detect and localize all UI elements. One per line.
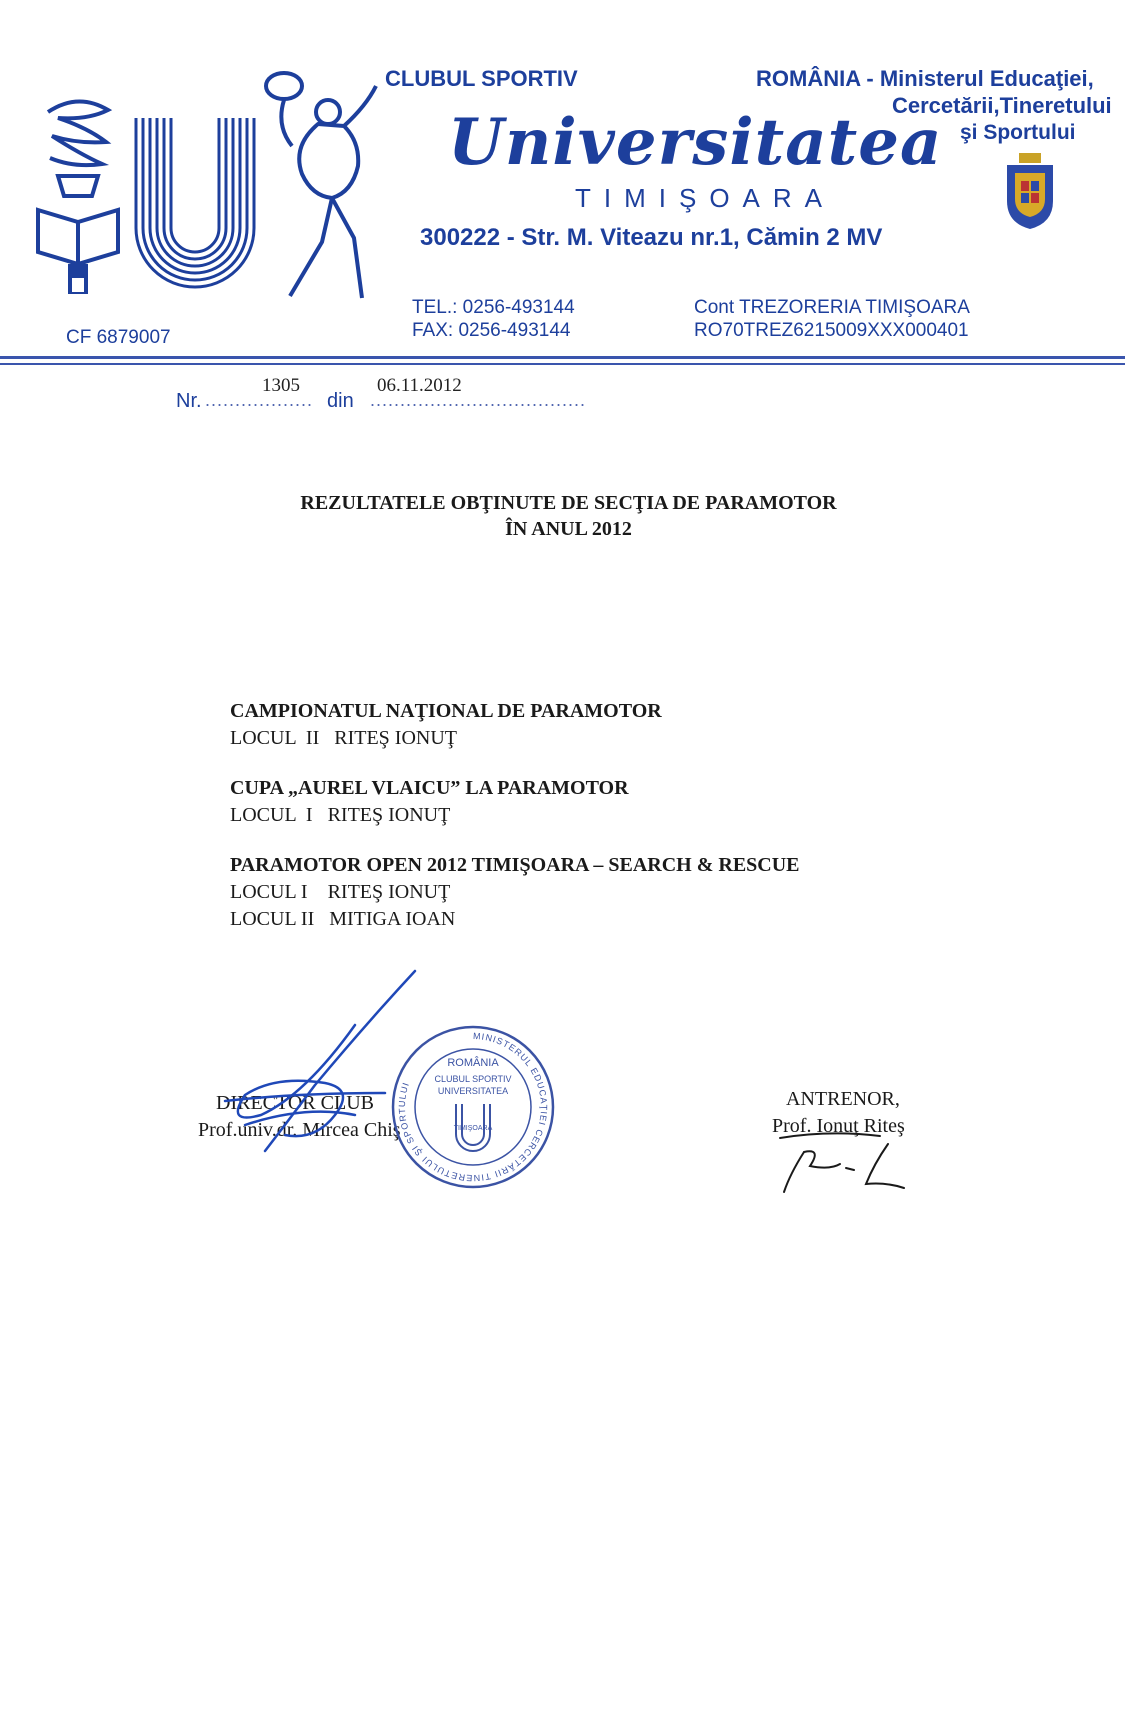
section-title: PARAMOTOR OPEN 2012 TIMIŞOARA – SEARCH & RESCUE (230, 854, 800, 876)
date-value: 06.11.2012 (377, 375, 462, 396)
header-rule (0, 356, 1125, 359)
account-label: Cont TREZORERIA TIMIŞOARA (694, 297, 970, 318)
nr-label: Nr. (176, 390, 202, 412)
nr-dotted-line: .................. (205, 390, 314, 410)
coach-name: Prof. Ionuţ Riteş (772, 1115, 905, 1137)
header-rule-thin (0, 363, 1125, 365)
ministry-line1: ROMÂNIA - Ministerul Educaţiei, (756, 66, 1094, 91)
document-title-line1: REZULTATELE OBŢINUTE DE SECŢIA DE PARAMOTOR (300, 492, 837, 514)
din-label: din (327, 390, 354, 412)
club-name: Universitatea (448, 105, 943, 180)
nr-value: 1305 (262, 375, 300, 396)
stamp-center-line1: CLUBUL SPORTIV (434, 1074, 512, 1084)
u-logo-icon (130, 118, 260, 296)
stamp-center-city: TIMIŞOARA (453, 1125, 493, 1132)
result-line: LOCUL II MITIGA IOAN (230, 908, 456, 930)
ministry-line2: Cercetării,Tineretului (892, 93, 1112, 118)
romania-coat-of-arms-icon (1005, 153, 1055, 231)
fax: FAX: 0256-493144 (412, 320, 571, 341)
director-title: DIRECTOR CLUB (216, 1092, 374, 1114)
cf-number: CF 6879007 (66, 327, 171, 348)
coach-title: ANTRENOR, (786, 1088, 900, 1110)
city: TIMIŞOARA (575, 183, 836, 213)
stamp-center-line2: UNIVERSITATEA (437, 1086, 509, 1096)
ministry-line3: şi Sportului (960, 121, 1076, 144)
section-title: CAMPIONATUL NAŢIONAL DE PARAMOTOR (230, 700, 662, 722)
section-title: CUPA „AUREL VLAICU” LA PARAMOTOR (230, 777, 629, 799)
svg-text:MINISTERUL EDUCAŢIEI CERCETĂRI (397, 1031, 549, 1183)
club-label: CLUBUL SPORTIV (385, 66, 578, 91)
stamp-top-text: ROMÂNIA (447, 1057, 499, 1069)
result-line: LOCUL II RITEŞ IONUŢ (230, 727, 458, 749)
torch-book-emblem-icon (28, 92, 128, 302)
stamp-ring-text: MINISTERUL EDUCAŢIEI CERCETĂRII TINERETULUI ŞI SPORTULUI (396, 1030, 549, 1184)
discus-thrower-icon (262, 66, 392, 316)
signature-icon (770, 1108, 910, 1198)
din-dotted-line: .................................... (370, 390, 587, 410)
result-line: LOCUL I RITEŞ IONUŢ (230, 804, 451, 826)
round-stamp-icon (388, 1022, 558, 1192)
tel: TEL.: 0256-493144 (412, 297, 575, 318)
iban: RO70TREZ6215009XXX000401 (694, 320, 969, 341)
director-name: Prof.univ.dr. Mircea Chiş (198, 1119, 401, 1141)
address: 300222 - Str. M. Viteazu nr.1, Cămin 2 MV (420, 224, 883, 251)
result-line: LOCUL I RITEŞ IONUŢ (230, 881, 451, 903)
document-title-line2: ÎN ANUL 2012 (505, 518, 632, 540)
